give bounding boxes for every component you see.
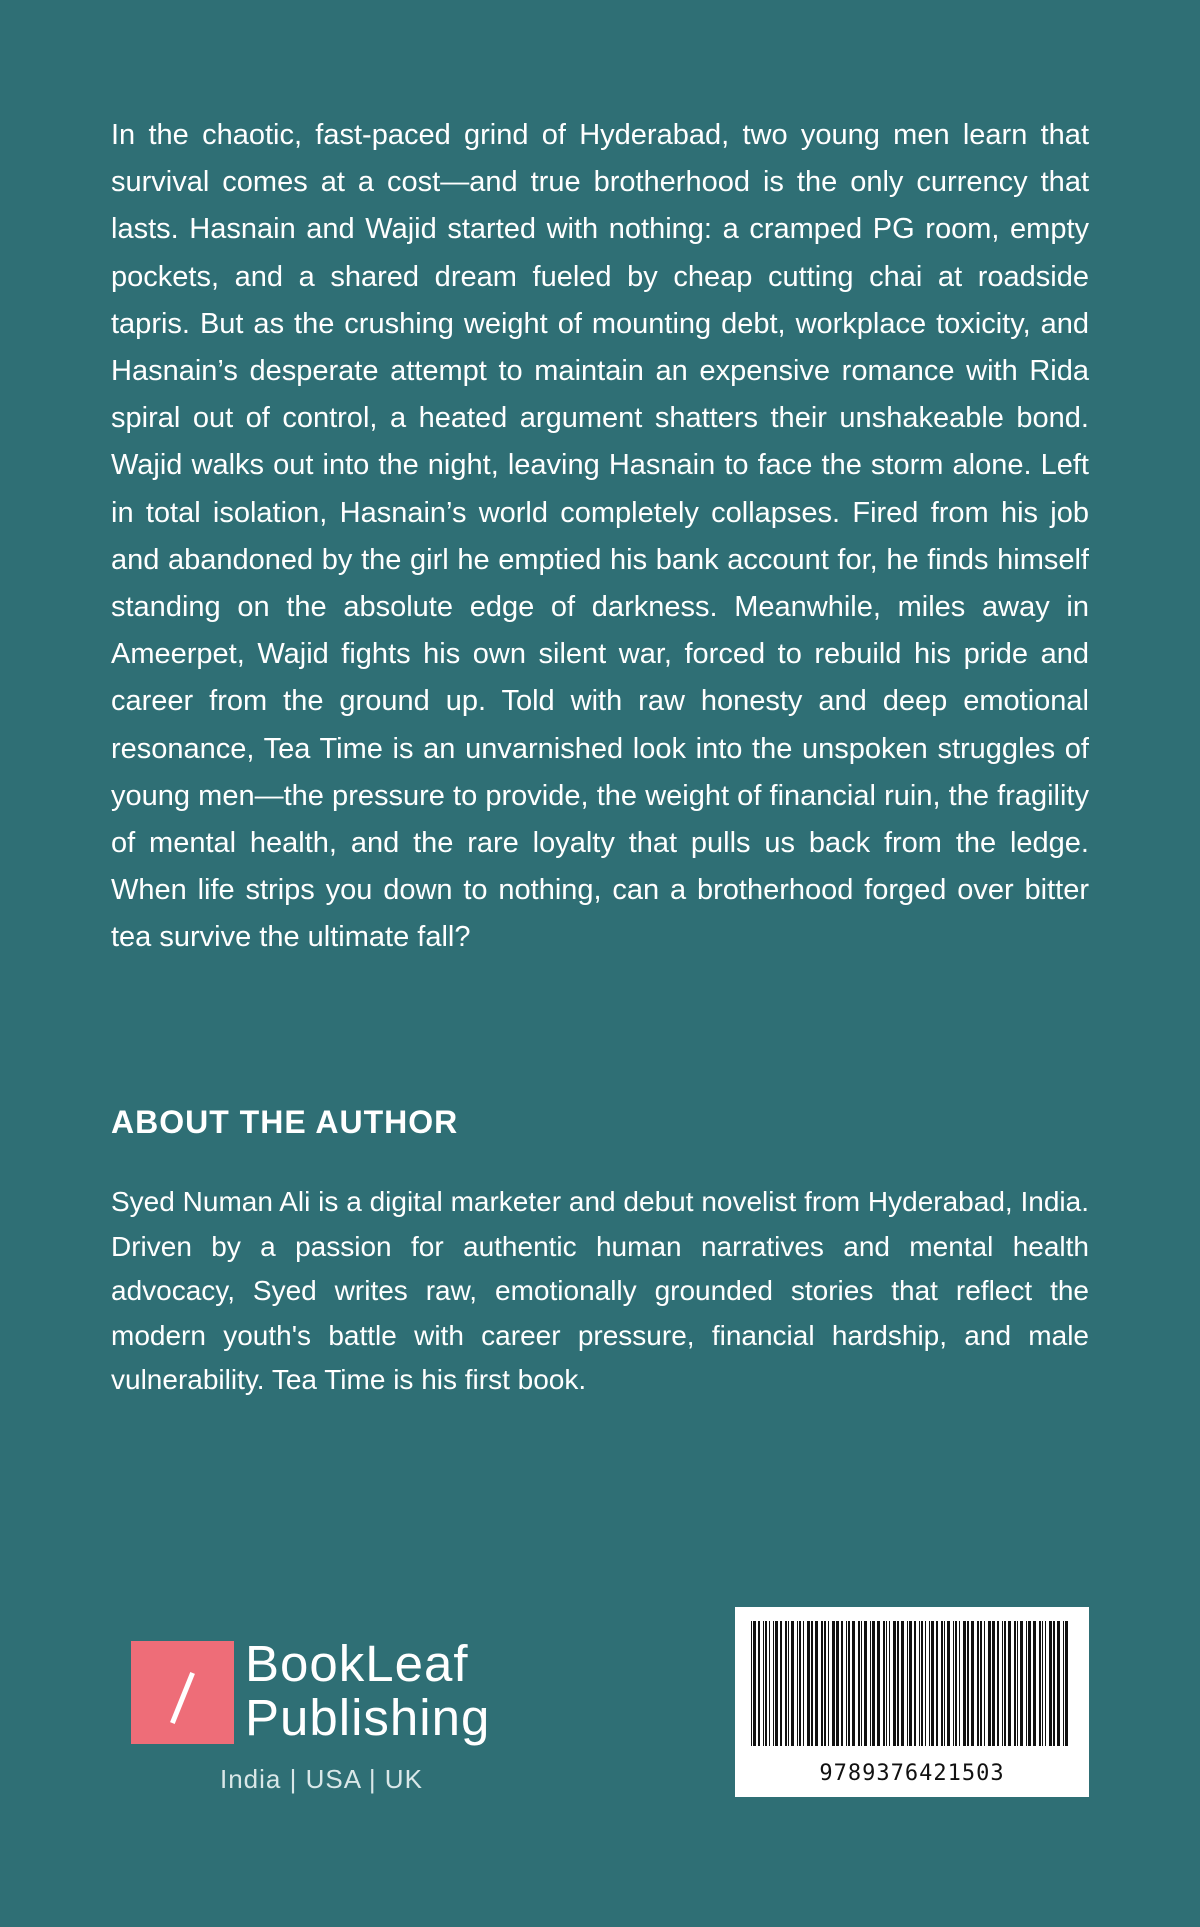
about-author-heading: ABOUT THE AUTHOR [111, 1104, 459, 1140]
about-author-text: Syed Numan Ali is a digital marketer and debut novelist from Hyderabad, India. Driven by a passion for authentic human narratives and mental health advocacy, Syed writes raw, emotionally grounded stories that reflect the modern youth's battle with career pressure, financial hardship, and male vulnerability. Tea Time is his first book. [111, 1186, 1089, 1395]
publisher-name-line2: Publishing [245, 1689, 491, 1746]
slash-icon [170, 1672, 195, 1724]
publisher-name-line1: BookLeaf [245, 1635, 469, 1692]
barcode-icon [749, 1621, 1075, 1751]
publisher-logo-icon [131, 1641, 234, 1744]
publisher-regions: India | USA | UK [220, 1764, 423, 1794]
publisher-logo [131, 1636, 531, 1796]
isbn-barcode [735, 1607, 1089, 1797]
isbn-number: 9789376421503 [819, 1761, 1005, 1786]
book-blurb: In the chaotic, fast-paced grind of Hyderabad, two young men learn that survival comes at a cost—and true brotherhood is the only currency that lasts. Hasnain and Wajid started with nothing: a cramped PG room, empty pockets, and a shared dream fueled by cheap cutting chai at roadside tapris. But as the crushing weight of mounting debt, workplace toxicity, and Hasnain’s desperate attempt to maintain an expensive romance with Rida spiral out of control, a heated argument shatters their unshakeable bond. Wajid walks out into the night, leaving Hasnain to face the storm alone. Left in total isolation, Hasnain’s world completely collapses. Fired from his job and abandoned by the girl he emptied his bank account for, he finds himself standing on the absolute edge of darkness. Meanwhile, miles away in Ameerpet, Wajid fights his own silent war, forced to rebuild his pride and career from the ground up. Told with raw honesty and deep emotional resonance, Tea Time is an unvarnished look into the unspoken struggles of young men—the pressure to provide, the weight of financial ruin, the fragility of mental health, and the rare loyalty that pulls us back from the ledge. When life strips you down to nothing, can a brotherhood forged over bitter tea survive the ultimate fall? [111, 119, 1089, 954]
